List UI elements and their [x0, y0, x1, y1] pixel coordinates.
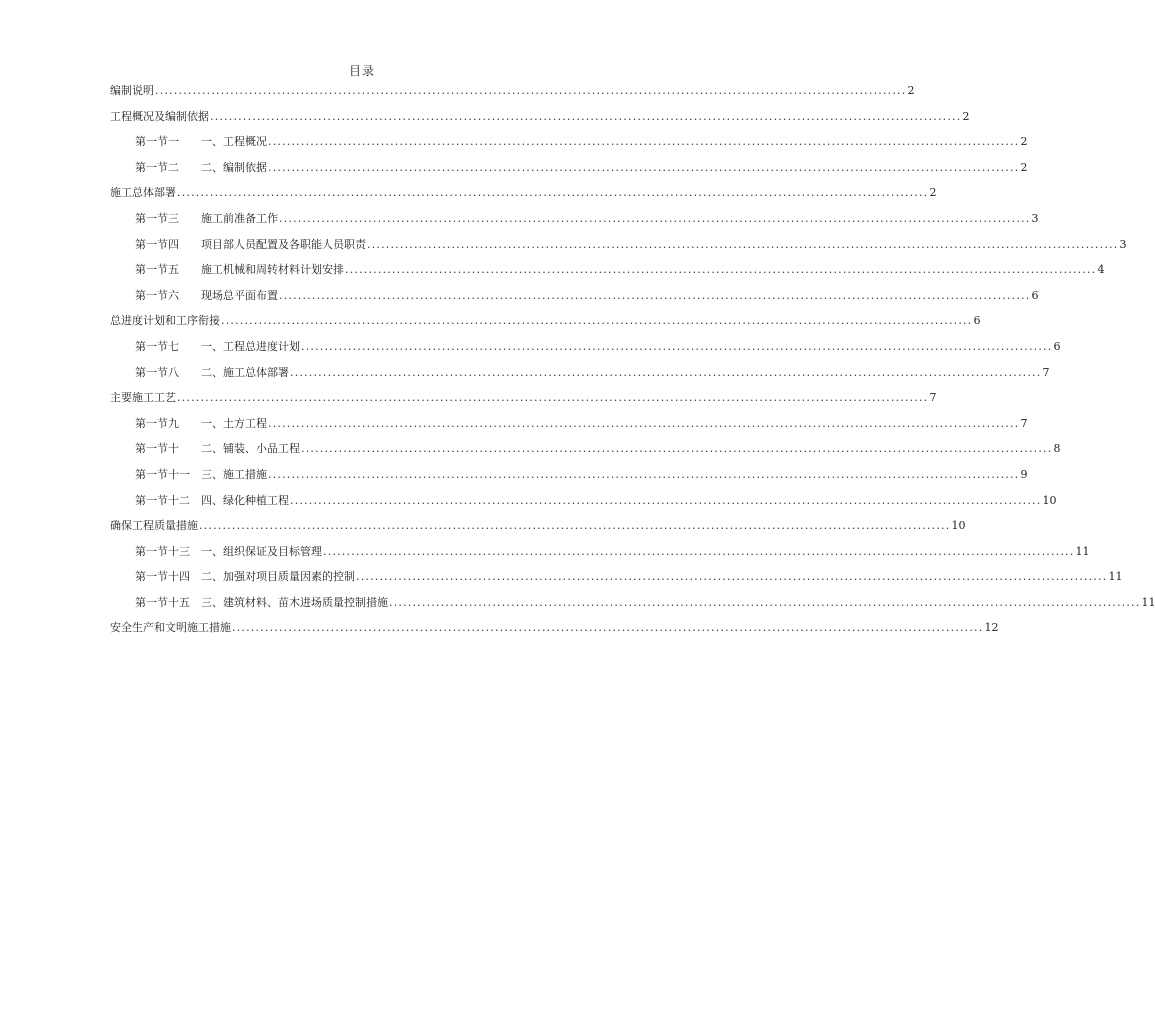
toc-section-number: 第一节三 — [135, 211, 179, 225]
toc-entry-text: 一、土方工程 — [201, 416, 267, 430]
toc-entry-label — [135, 436, 300, 462]
toc-page-number: 6 — [1031, 288, 1039, 302]
toc-entry-label — [135, 411, 267, 437]
toc-entry-text: 一、工程概况 — [201, 135, 267, 149]
toc-entry-label — [135, 539, 322, 565]
toc-entry-text: 一、工程总进度计划 — [201, 339, 300, 353]
toc-entry-text: 二、编制依据 — [201, 160, 267, 174]
toc-page-number: 11 — [1075, 544, 1090, 558]
toc-page-number: 7 — [929, 391, 937, 405]
dot-leader: ................................................................................................................................................................ — [290, 493, 1042, 507]
toc-page-number: 7 — [1020, 416, 1028, 430]
toc-entry-text: 工程概况及编制依据 — [110, 109, 209, 123]
toc-page-number: 2 — [1020, 160, 1028, 174]
toc-entry[interactable] — [110, 488, 1057, 514]
toc-entry-text: 施工机械和周转材料计划安排 — [201, 263, 344, 277]
dot-leader: ................................................................................................................................................................ — [199, 519, 951, 533]
dot-leader: ................................................................................................................................................................ — [356, 570, 1108, 584]
toc-entry[interactable] — [110, 257, 1105, 283]
dot-leader: ................................................................................................................................................................ — [367, 237, 1119, 251]
toc-entry-label — [135, 334, 300, 360]
toc-entry-label — [135, 283, 278, 309]
toc-entry[interactable] — [110, 564, 1123, 590]
toc-entry-text: 安全生产和文明施工措施 — [110, 621, 231, 635]
dot-leader: ................................................................................................................................................................ — [177, 186, 929, 200]
toc-entry-text: 确保工程质量措施 — [110, 519, 198, 533]
toc-entry[interactable] — [110, 104, 970, 130]
toc-section-number: 第一节十四 — [135, 570, 190, 584]
toc-page-number: 3 — [1119, 237, 1127, 251]
dot-leader: ................................................................................................................................................................ — [268, 467, 1020, 481]
toc-entry-label — [110, 385, 176, 411]
toc-entry[interactable] — [110, 436, 1061, 462]
toc-entry-text: 主要施工工艺 — [110, 391, 176, 405]
toc-page-number: 2 — [962, 109, 970, 123]
toc-entry-label — [135, 488, 289, 514]
toc-entry-label — [110, 78, 154, 104]
toc-entry[interactable] — [110, 590, 1155, 616]
toc-entry[interactable] — [110, 129, 1028, 155]
toc-entry-label — [135, 257, 344, 283]
toc-entry[interactable] — [110, 308, 981, 334]
toc-entry-text: 二、施工总体部署 — [201, 365, 289, 379]
toc-page-number: 9 — [1020, 467, 1028, 481]
toc-entry-label — [135, 564, 355, 590]
dot-leader: ................................................................................................................................................................ — [279, 211, 1031, 225]
toc-entry-label — [110, 615, 231, 641]
toc-entry[interactable] — [110, 180, 937, 206]
toc-entry[interactable] — [110, 78, 915, 104]
toc-entry-label — [135, 232, 366, 258]
toc-section-number: 第一节十二 — [135, 493, 190, 507]
toc-entry[interactable] — [110, 360, 1050, 386]
dot-leader: ................................................................................................................................................................ — [290, 365, 1042, 379]
toc-entry-text: 现场总平面布置 — [201, 288, 278, 302]
dot-leader: ................................................................................................................................................................ — [301, 442, 1053, 456]
toc-entry[interactable] — [110, 539, 1090, 565]
dot-leader: ................................................................................................................................................................ — [268, 416, 1020, 430]
toc-entry-text: 二、铺装、小品工程 — [201, 442, 300, 456]
toc-entry[interactable] — [110, 334, 1061, 360]
dot-leader: ................................................................................................................................................................ — [210, 109, 962, 123]
toc-entry-text: 编制说明 — [110, 84, 154, 97]
toc-entry[interactable] — [110, 462, 1028, 488]
toc-entry[interactable] — [110, 411, 1028, 437]
dot-leader: ................................................................................................................................................................ — [389, 595, 1141, 609]
toc-entry-label — [110, 180, 176, 206]
toc-entry[interactable] — [110, 513, 966, 539]
toc-entry-label — [135, 129, 267, 155]
toc-page-number: 3 — [1031, 211, 1039, 225]
toc-section-number: 第一节五 — [135, 263, 179, 277]
toc-list — [110, 78, 1155, 641]
toc-entry-text: 一、组织保证及目标管理 — [201, 544, 322, 558]
toc-entry-text: 三、施工措施 — [201, 467, 267, 481]
toc-section-number: 第一节二 — [135, 160, 179, 174]
toc-entry-text: 施工前准备工作 — [201, 211, 278, 225]
toc-section-number: 第一节十五 — [135, 595, 190, 609]
dot-leader: ................................................................................................................................................................ — [268, 160, 1020, 174]
toc-entry-text: 二、加强对项目质量因素的控制 — [201, 570, 355, 584]
toc-page-number: 6 — [973, 314, 981, 328]
toc-entry-text: 三、建筑材料、苗木进场质量控制措施 — [201, 595, 388, 609]
toc-section-number: 第一节八 — [135, 365, 179, 379]
toc-entry-label — [110, 513, 198, 539]
toc-page-number: 10 — [951, 519, 966, 533]
dot-leader: ................................................................................................................................................................ — [268, 135, 1020, 149]
toc-title: 目录 — [348, 64, 375, 78]
dot-leader: ................................................................................................................................................................ — [279, 288, 1031, 302]
toc-page-number: 4 — [1097, 263, 1105, 277]
toc-page-number: 7 — [1042, 365, 1050, 379]
toc-page-number: 12 — [984, 621, 999, 635]
toc-entry-label — [110, 104, 209, 130]
toc-entry-label — [135, 155, 267, 181]
toc-section-number: 第一节四 — [135, 237, 179, 251]
dot-leader: ................................................................................................................................................................ — [221, 314, 973, 328]
dot-leader: ................................................................................................................................................................ — [155, 84, 907, 97]
toc-entry[interactable] — [110, 283, 1039, 309]
toc-entry[interactable] — [110, 155, 1028, 181]
toc-page-number: 10 — [1042, 493, 1057, 507]
toc-entry-text: 项目部人员配置及各职能人员职责 — [201, 237, 366, 251]
toc-page-number: 2 — [907, 84, 915, 97]
toc-section-number: 第一节十一 — [135, 467, 190, 481]
dot-leader: ................................................................................................................................................................ — [301, 339, 1053, 353]
toc-page-number: 2 — [1020, 135, 1028, 149]
toc-section-number: 第一节七 — [135, 339, 179, 353]
toc-entry-text: 总进度计划和工序衔接 — [110, 314, 220, 328]
toc-entry-label — [110, 308, 220, 334]
toc-page-number: 11 — [1108, 570, 1123, 584]
toc-section-number: 第一节九 — [135, 416, 179, 430]
toc-section-number: 第一节十 — [135, 442, 179, 456]
toc-entry-label — [135, 590, 388, 616]
dot-leader: ................................................................................................................................................................ — [323, 544, 1075, 558]
toc-entry-label — [135, 360, 289, 386]
toc-entry-label — [135, 462, 267, 488]
toc-entry[interactable] — [110, 232, 1127, 258]
dot-leader: ................................................................................................................................................................ — [345, 263, 1097, 277]
toc-entry[interactable] — [110, 206, 1039, 232]
toc-section-number: 第一节十三 — [135, 544, 190, 558]
dot-leader: ................................................................................................................................................................ — [177, 391, 929, 405]
toc-entry[interactable] — [110, 615, 999, 641]
toc-section-number: 第一节一 — [135, 135, 179, 149]
toc-page-number: 2 — [929, 186, 937, 200]
toc-entry-text: 施工总体部署 — [110, 186, 176, 200]
toc-entry[interactable] — [110, 385, 937, 411]
toc-page-number: 8 — [1053, 442, 1061, 456]
toc-page-number: 6 — [1053, 339, 1061, 353]
dot-leader: ................................................................................................................................................................ — [232, 621, 984, 635]
toc-page-number: 11 — [1141, 595, 1155, 609]
toc-section-number: 第一节六 — [135, 288, 179, 302]
toc-entry-text: 四、绿化种植工程 — [201, 493, 289, 507]
toc-entry-label — [135, 206, 278, 232]
